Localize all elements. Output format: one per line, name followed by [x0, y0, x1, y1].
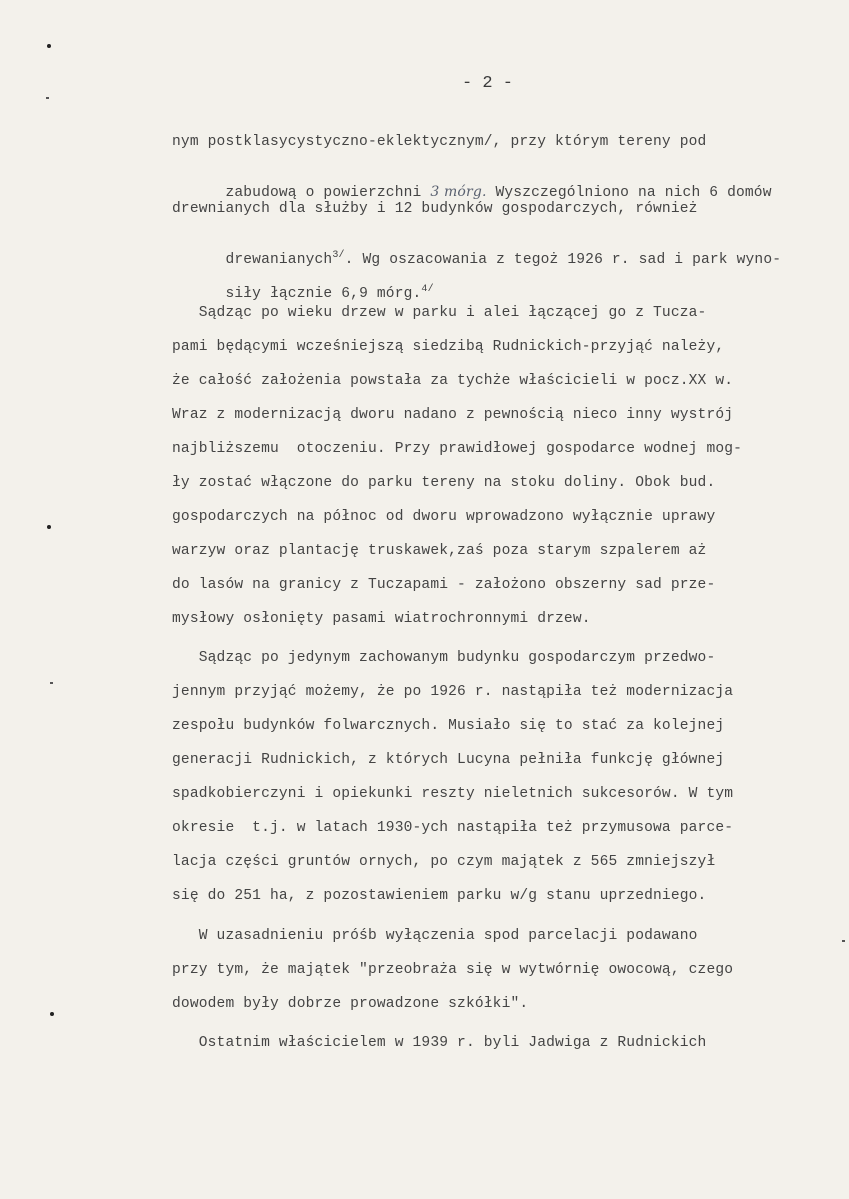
text-line: dowodem były dobrze prowadzone szkółki". — [172, 996, 529, 1012]
text-line: pami będącymi wcześniejszą siedzibą Rudnickich-przyjąć należy, — [172, 339, 725, 355]
text-line: Wraz z modernizacją dworu nadano z pewnością nieco inny wystrój — [172, 407, 734, 423]
text-line: zespołu budynków folwarcznych. Musiało się to stać za kolejnej — [172, 718, 725, 734]
text-line: Sądząc po wieku drzew w parku i alei łączącej go z Tucza- — [172, 305, 707, 321]
page-number: - 2 - — [462, 74, 514, 93]
text-segment: zabudową o powierzchni — [225, 185, 431, 201]
punch-mark — [47, 525, 51, 529]
text-line: okresie t.j. w latach 1930-ych nastąpiła też przymusowa parce- — [172, 820, 734, 836]
text-line: spadkobierczyni i opiekunki reszty nieletnich sukcesorów. W tym — [172, 786, 734, 802]
text-line: jennym przyjąć możemy, że po 1926 r. nastąpiła też modernizacja — [172, 684, 734, 700]
text-segment: . Wg oszacowania z tegoż 1926 r. sad i park wyno- — [344, 251, 782, 268]
footnote-ref: 3/ — [332, 250, 345, 261]
text-line: mysłowy osłonięty pasami wiatrochronnymi drzew. — [172, 611, 591, 627]
text-line: generacji Rudnickich, z których Lucyna pełniła funkcję głównej — [172, 752, 725, 768]
text-line: do lasów na granicy z Tuczapami - założono obszerny sad prze- — [172, 577, 716, 593]
text-line: lacja części gruntów ornych, po czym majątek z 565 zmniejszył — [172, 854, 716, 870]
footnote-ref: 4/ — [421, 284, 434, 295]
punch-mark — [47, 44, 51, 48]
text-segment: siły łącznie 6,9 mórg. — [225, 285, 422, 302]
text-segment: Wyszczególniono na nich 6 domów — [486, 185, 772, 201]
punch-mark — [50, 1012, 54, 1016]
text-line: drewnianych dla służby i 12 budynków gospodarczych, również — [172, 201, 698, 217]
text-line: że całość założenia powstała za tychże właścicieli w pocz.XX w. — [172, 373, 734, 389]
text-line: Ostatnim właścicielem w 1939 r. byli Jadwiga z Rudnickich — [172, 1035, 707, 1051]
text-line: ły zostać włączone do parku tereny na stoku doliny. Obok bud. — [172, 475, 716, 491]
margin-mark — [46, 97, 49, 99]
text-line: przy tym, że majątek "przeobraża się w wytwórnię owocową, czego — [172, 962, 734, 978]
margin-mark — [842, 940, 845, 942]
text-segment: drewanianych — [225, 251, 333, 268]
text-line: się do 251 ha, z pozostawieniem parku w/g stanu uprzedniego. — [172, 888, 707, 904]
handwritten-note: 3 mórg. — [430, 184, 487, 200]
text-line: najbliższemu otoczeniu. Przy prawidłowej gospodarce wodnej mog- — [172, 441, 743, 457]
text-line: Sądząc po jedynym zachowanym budynku gospodarczym przedwo- — [172, 650, 716, 666]
margin-mark — [50, 682, 53, 684]
text-line: W uzasadnieniu próśb wyłączenia spod parcelacji podawano — [172, 928, 698, 944]
text-line: nym postklasycystyczno-eklektycznym/, przy którym tereny pod — [172, 134, 707, 150]
text-line: gospodarczych na północ od dworu wprowadzono wyłącznie uprawy — [172, 509, 716, 525]
text-line: warzyw oraz plantację truskawek,zaś poza starym szpalerem aż — [172, 543, 707, 559]
